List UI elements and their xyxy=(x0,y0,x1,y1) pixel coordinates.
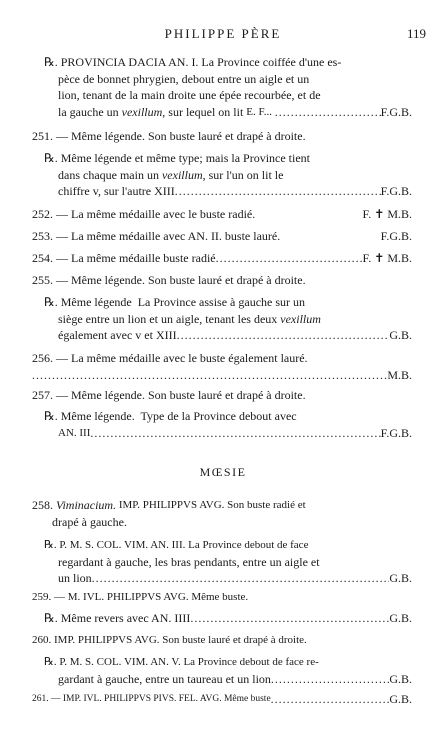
text-line xyxy=(32,350,412,367)
module-mark: F.G.B. xyxy=(380,425,412,440)
line-text: ℞. P. M. S. COL. VIM. AN. III. La Province debout de face xyxy=(44,539,309,551)
line-text: dans chaque main un xyxy=(58,167,162,182)
entry-259-reverse xyxy=(44,610,412,627)
line-text: la gauche un xyxy=(58,104,122,119)
leader-dots xyxy=(216,250,363,267)
entry-257 xyxy=(32,387,412,404)
text-line xyxy=(32,272,412,289)
line-text: , sur l'un on lit le xyxy=(202,167,284,182)
module-mark: M.B. xyxy=(387,367,412,382)
text-line xyxy=(44,408,412,425)
line-text: 256. — La même médaille avec le buste également lauré. xyxy=(32,351,308,365)
text-line xyxy=(44,671,412,688)
italic-text: Viminacium. xyxy=(56,498,117,512)
italic-text: vexillum xyxy=(121,104,163,119)
leader-dots xyxy=(190,610,389,627)
line-text: 251. — Même légende. Son buste lauré et drapé à droite. xyxy=(32,129,306,143)
page-number: 119 xyxy=(406,26,426,41)
text-line xyxy=(44,54,412,71)
module-mark: F. ✝ M.B. xyxy=(362,207,412,221)
line-text: gardant à gauche, entre un taureau et un lion xyxy=(58,671,271,686)
text-line xyxy=(44,654,412,671)
line-text: 258. xyxy=(32,498,56,512)
module-mark: F. ✝ M.B. xyxy=(362,251,412,265)
section-title: MŒSIE xyxy=(199,465,247,479)
leader-dots xyxy=(32,367,387,384)
entry-255 xyxy=(32,272,412,289)
text-line xyxy=(44,610,412,627)
entry-258 xyxy=(32,497,412,530)
text-line xyxy=(44,87,412,104)
leader-dots xyxy=(275,104,381,121)
line-text: drapé à gauche. xyxy=(52,514,127,529)
line-text: ℞. Même légende La Province assise à gauche sur un xyxy=(44,295,306,309)
line-text: 254. — La même médaille buste radié xyxy=(32,251,216,265)
line-text: siège entre un lion et un aigle, tenant les deux xyxy=(58,311,281,326)
text-line xyxy=(44,327,412,344)
text-line xyxy=(44,537,412,554)
text-line xyxy=(32,250,412,267)
text-line xyxy=(44,294,412,311)
page-header xyxy=(0,26,446,46)
module-mark: G.B. xyxy=(389,671,412,686)
italic-text: vexillum xyxy=(161,167,203,182)
text-line xyxy=(44,183,412,200)
module-mark: F.G.B. xyxy=(380,184,412,198)
line-text: ℞. Même revers avec AN. IIII xyxy=(44,611,191,625)
text-line xyxy=(44,104,412,121)
entry-260-reverse xyxy=(44,654,412,687)
line-text: 253. — La même médaille avec AN. II. buste lauré. xyxy=(32,229,281,243)
text-line xyxy=(32,691,412,708)
line-text: ℞. Même légende et même type; mais la Province tient xyxy=(44,151,311,165)
entry-259 xyxy=(32,589,412,606)
line-text: 257. — Même légende. Son buste lauré et drapé à droite. xyxy=(32,388,306,402)
line-text: 259. — M. IVL. PHILIPPVS AVG. Même buste. xyxy=(32,591,249,603)
leader-dots xyxy=(271,671,389,688)
line-text: AN. III xyxy=(58,426,91,439)
entry-250-reverse xyxy=(44,54,412,120)
line-text: 260. IMP. PHILIPPVS AVG. Son buste lauré et drapé à droite. xyxy=(32,634,307,646)
leader-dots xyxy=(177,327,390,344)
line-text: un lion xyxy=(58,571,92,585)
text-line xyxy=(44,71,412,88)
italic-text: vexillum xyxy=(280,311,321,326)
text-line xyxy=(44,167,412,184)
text-line xyxy=(32,128,412,145)
module-mark: G.B. xyxy=(389,692,412,706)
text-line xyxy=(32,228,412,245)
module-mark: F.G.B. xyxy=(380,104,412,119)
text-line xyxy=(32,206,412,223)
entry-251-reverse xyxy=(44,150,412,200)
line-text: ℞. Même légende. Type de la Province debout avec xyxy=(44,409,297,423)
text-line xyxy=(44,554,412,571)
text-line xyxy=(44,425,412,442)
line-text: , sur lequel on lit xyxy=(162,104,247,119)
leader-dots xyxy=(90,425,380,442)
line-text: ℞. P. M. S. COL. VIM. AN. V. La Province debout de face re- xyxy=(44,656,319,668)
entry-254 xyxy=(32,250,412,267)
line-text: regardant à gauche, les bras pendants, entre un aigle et xyxy=(58,554,320,569)
entry-252 xyxy=(32,206,412,223)
module-mark: F.G.B. xyxy=(380,229,412,243)
entry-256 xyxy=(32,350,412,383)
text-line xyxy=(44,311,412,328)
entry-261 xyxy=(32,691,412,708)
module-mark: G.B. xyxy=(389,611,412,625)
line-text: pèce de bonnet phrygien, debout entre un aigle et un xyxy=(58,71,310,86)
module-mark: G.B. xyxy=(389,571,412,585)
line-text: lion, tenant de la main droite une épée recourbée, et de xyxy=(58,88,321,102)
leader-dots xyxy=(271,691,390,708)
module-mark: G.B. xyxy=(389,328,412,342)
entry-251 xyxy=(32,128,412,145)
text-line xyxy=(32,497,412,514)
line-text: IMP. PHILIPPVS AVG. Son buste radié et xyxy=(116,499,306,511)
line-text: 252. — La même médaille avec le buste radié. xyxy=(32,207,256,221)
text-line xyxy=(32,514,412,531)
running-title: PHILIPPE PÈRE xyxy=(164,26,282,41)
line-text: 255. — Même légende. Son buste lauré et drapé à droite. xyxy=(32,273,306,287)
leader-dots xyxy=(175,183,381,200)
leader-dots xyxy=(92,570,390,587)
line-text: ℞. PROVINCIA DACIA AN. I. La Province coiffée d'une es- xyxy=(44,55,342,69)
entry-260 xyxy=(32,632,412,649)
text-line xyxy=(32,632,412,649)
text-line xyxy=(32,367,412,384)
text-line xyxy=(32,589,412,606)
line-text: chiffre v, sur l'autre XIII xyxy=(58,184,175,198)
line-text: 261. — IMP. IVL. PHILIPPVS PIVS. FEL. AVG. Même buste xyxy=(32,694,271,704)
line-text: également avec v et XIII xyxy=(58,328,177,342)
text-line xyxy=(44,570,412,587)
line-text: E. F... xyxy=(246,105,275,118)
entry-255-reverse xyxy=(44,294,412,344)
entry-253 xyxy=(32,228,412,245)
entry-258-reverse xyxy=(44,537,412,587)
text-line xyxy=(44,150,412,167)
entry-257-reverse xyxy=(44,408,412,441)
text-line xyxy=(32,387,412,404)
